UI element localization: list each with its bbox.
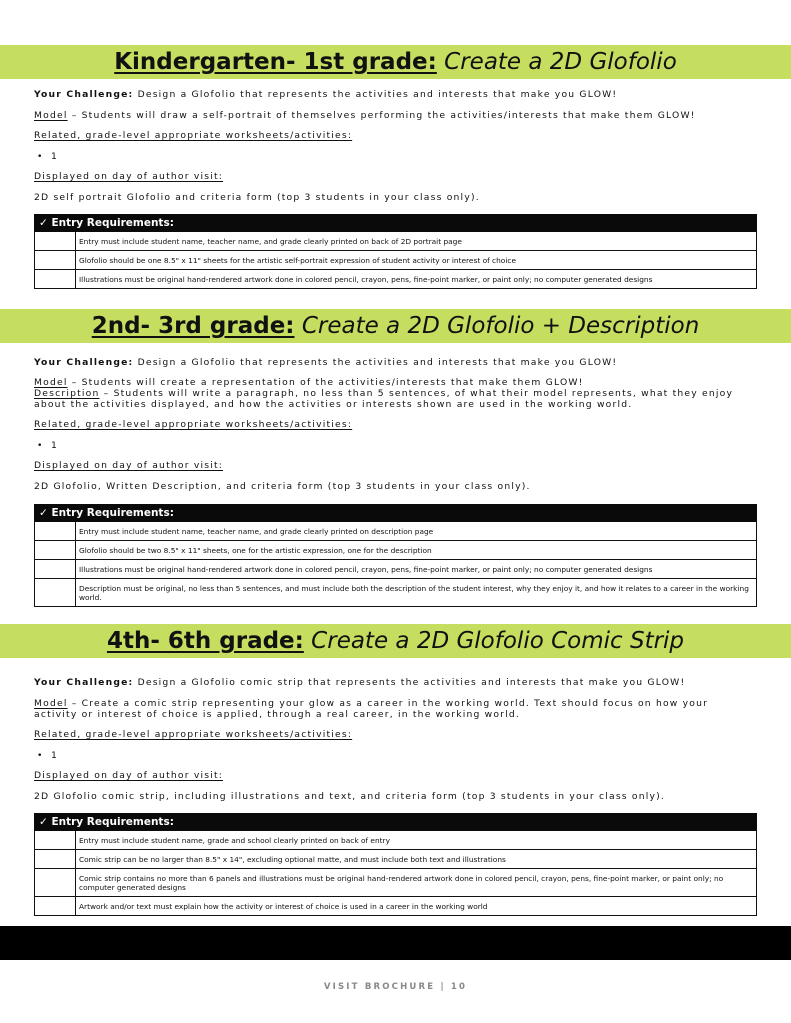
requirement-row: Illustrations must be original hand-rendered artwork done in colored pencil, crayon, pens, fine-point marker, or paint only; no computer generated designs <box>76 270 757 289</box>
challenge-label: Your Challenge: <box>34 89 134 100</box>
section-2-displayed-label: Displayed on day of author visit: <box>34 460 224 471</box>
section-3-task: Create a 2D Glofolio Comic Strip <box>311 628 685 654</box>
checkbox-cell <box>35 869 76 897</box>
checkbox-cell <box>35 579 76 607</box>
section-2-model <box>34 377 755 388</box>
section-3-displayed-text: 2D Glofolio comic strip, including illustrations and text, and criteria form (top 3 students in your class only). <box>34 791 666 802</box>
section-3-challenge <box>34 677 755 688</box>
requirement-row: Illustrations must be original hand-rendered artwork done in colored pencil, crayon, pens, fine-point marker, or paint only; no computer generated designs <box>76 560 757 579</box>
description-label: Description <box>34 388 100 399</box>
checkbox-cell <box>35 850 76 869</box>
page-footer: VISIT BROCHURE | 10 <box>323 982 468 992</box>
section-3-related-label: Related, grade-level appropriate worksheets/activities: <box>34 729 353 740</box>
checkbox-cell <box>35 560 76 579</box>
section-1-bullet: • 1 <box>34 151 755 162</box>
requirement-row: Glofolio should be two 8.5" x 11" sheets, one for the artistic expression, one for the description <box>76 541 757 560</box>
section-1-displayed-text: 2D self portrait Glofolio and criteria form (top 3 students in your class only). <box>34 192 480 203</box>
section-1-model <box>34 110 755 121</box>
section-2-bullet: • 1 <box>34 440 755 451</box>
section-2-displayed-text: 2D Glofolio, Written Description, and criteria form (top 3 students in your class only). <box>34 481 531 492</box>
section-2-challenge <box>34 357 755 368</box>
section-2-task: Create a 2D Glofolio + Description <box>301 313 700 339</box>
section-1-grade: Kindergarten- 1st grade: <box>114 49 437 75</box>
section-3-banner <box>0 624 791 658</box>
section-1-related-label: Related, grade-level appropriate worksheets/activities: <box>34 130 353 141</box>
challenge-text: Design a Glofolio that represents the activities and interests that make you GLOW! <box>137 357 618 368</box>
section-2-description <box>34 388 755 410</box>
requirement-row: Entry must include student name, teacher name, and grade clearly printed on back of 2D portrait page <box>76 232 757 251</box>
requirements-header: ✓ Entry Requirements: <box>35 215 757 232</box>
model-label: Model <box>34 110 68 121</box>
section-2-banner <box>0 309 791 343</box>
section-2-requirements-table <box>34 504 757 607</box>
section-1-requirements-table <box>34 214 757 289</box>
requirement-row: Comic strip contains no more than 6 panels and illustrations must be original hand-rendered artwork done in colored pencil, crayon, pens, fine-point marker, or paint only; no computer generated designs <box>76 869 757 897</box>
section-1-task: Create a 2D Glofolio <box>444 49 677 75</box>
challenge-label: Your Challenge: <box>34 357 134 368</box>
model-label: Model <box>34 698 68 709</box>
section-1-challenge <box>34 89 755 100</box>
requirement-row: Artwork and/or text must explain how the activity or interest of choice is used in a career in the working world <box>76 897 757 916</box>
checkbox-cell <box>35 251 76 270</box>
section-2-grade: 2nd- 3rd grade: <box>91 313 295 339</box>
checkbox-cell <box>35 541 76 560</box>
section-1-displayed-label: Displayed on day of author visit: <box>34 171 224 182</box>
description-text: – Students will write a paragraph, no less than 5 sentences, of what their model represents, what they enjoy about the activities displayed, and how the activities or interests shown are used in the working world. <box>34 388 734 410</box>
checkbox-cell <box>35 831 76 850</box>
challenge-label: Your Challenge: <box>34 677 134 688</box>
section-2-related-label: Related, grade-level appropriate worksheets/activities: <box>34 419 353 430</box>
checkbox-cell <box>35 232 76 251</box>
section-3-displayed-label: Displayed on day of author visit: <box>34 770 224 781</box>
model-text: – Students will draw a self-portrait of themselves performing the activities/interests that make them GLOW! <box>71 110 696 121</box>
requirement-row: Entry must include student name, teacher name, and grade clearly printed on description page <box>76 522 757 541</box>
model-label: Model <box>34 377 68 388</box>
challenge-text: Design a Glofolio that represents the activities and interests that make you GLOW! <box>137 89 618 100</box>
requirement-row: Description must be original, no less than 5 sentences, and must include both the description of the student interest, why they enjoy it, and how it relates to a career in the working world. <box>76 579 757 607</box>
section-3-grade: 4th- 6th grade: <box>106 628 304 654</box>
section-1-banner <box>0 45 791 79</box>
checkbox-cell <box>35 270 76 289</box>
requirements-header: ✓ Entry Requirements: <box>35 814 757 831</box>
challenge-text: Design a Glofolio comic strip that represents the activities and interests that make you GLOW! <box>137 677 686 688</box>
requirement-row: Entry must include student name, grade and school clearly printed on back of entry <box>76 831 757 850</box>
model-text: – Create a comic strip representing your glow as a career in the working world. Text should focus on how your activity or interest of choice is applied, through a real career, in the working world. <box>34 698 709 720</box>
checkbox-cell <box>35 522 76 541</box>
checkbox-cell <box>35 897 76 916</box>
model-text: – Students will create a representation of the activities/interests that make them GLOW! <box>71 377 584 388</box>
bottom-black-bar <box>0 926 791 960</box>
section-3-model <box>34 698 755 720</box>
requirement-row: Comic strip can be no larger than 8.5" x 14", excluding optional matte, and must include both text and illustrations <box>76 850 757 869</box>
section-3-bullet: • 1 <box>34 750 755 761</box>
section-3-requirements-table <box>34 813 757 916</box>
requirement-row: Glofolio should be one 8.5" x 11" sheets for the artistic self-portrait expression of student activity or interest of choice <box>76 251 757 270</box>
requirements-header: ✓ Entry Requirements: <box>35 505 757 522</box>
